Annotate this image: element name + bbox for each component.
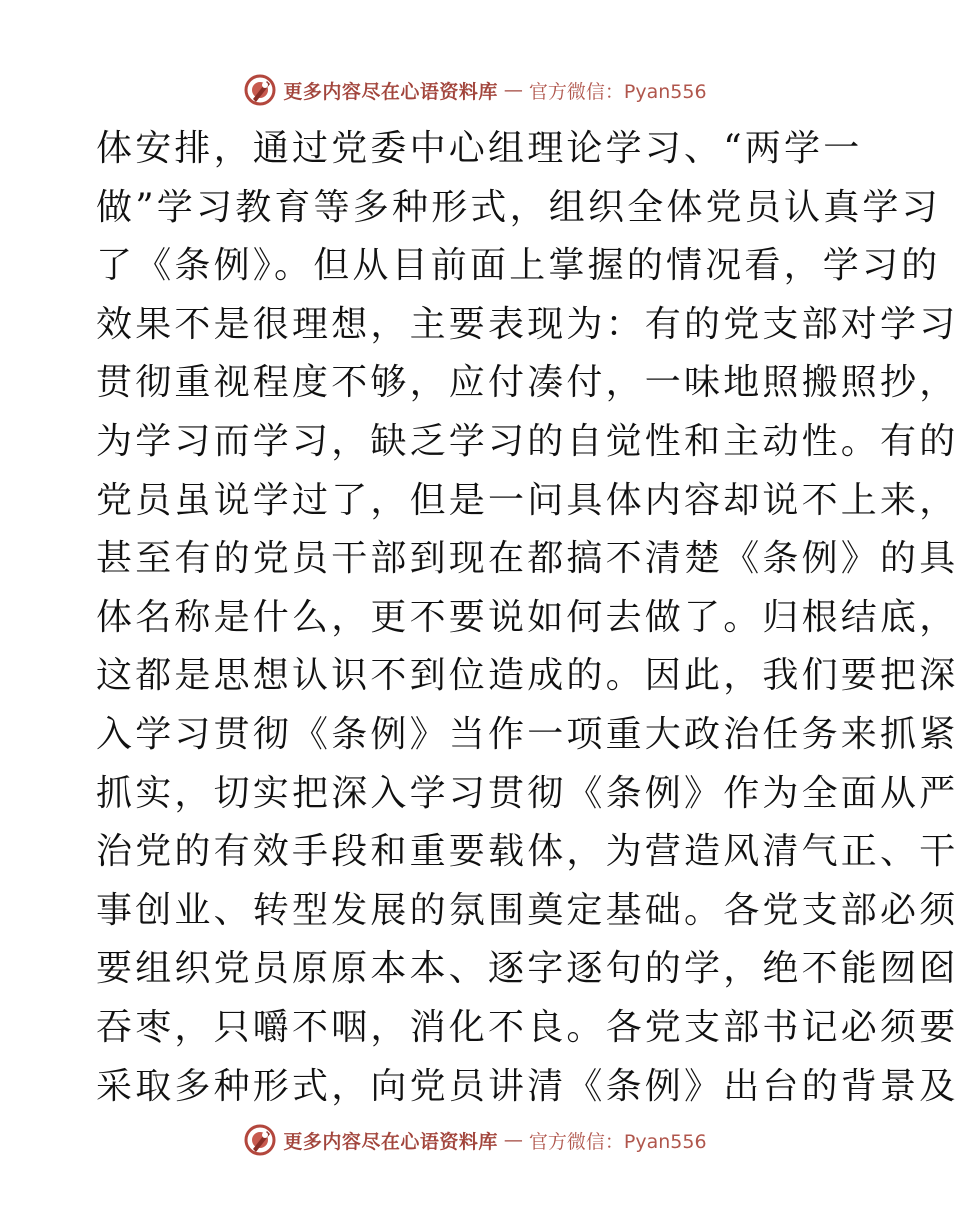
header-banner (0, 70, 950, 110)
body-line: 采取多种形式，向党员讲清《条例》出台的背景及 (96, 1065, 958, 1107)
body-line: 甚至有的党员干部到现在都搞不清楚《条例》的具 (96, 538, 958, 580)
header-separator: — (503, 79, 523, 101)
body-line: 贯彻重视程度不够，应付凑付，一味地照搬照抄， (96, 362, 958, 404)
header-slogan: 更多内容尽在心语资料库 (283, 80, 498, 103)
body-line: 体安排，通过党委中心组理论学习、“两学一 (96, 128, 863, 169)
logo-icon (243, 1123, 277, 1157)
body-line: 要组织党员原原本本、逐字逐句的学，绝不能囫囵 (96, 948, 958, 990)
body-line: 效果不是很理想，主要表现为：有的党支部对学习 (96, 303, 958, 345)
body-line: 吞枣，只嚼不咽，消化不良。各党支部书记必须要 (96, 1006, 958, 1048)
body-line: 体名称是什么，更不要说如何去做了。归根结底， (96, 596, 958, 638)
body-line: 党员虽说学过了，但是一问具体内容却说不上来， (96, 479, 958, 521)
footer-separator: — (503, 1129, 523, 1151)
header-wechat: 官方微信：Pyan556 (528, 80, 707, 103)
body-line: 事创业、转型发展的氛围奠定基础。各党支部必须 (96, 889, 958, 931)
body-line: 这都是思想认识不到位造成的。因此，我们要把深 (96, 655, 958, 697)
body-line: 治党的有效手段和重要载体，为营造风清气正、干 (96, 831, 958, 873)
footer-wechat: 官方微信：Pyan556 (528, 1130, 707, 1153)
body-line: 了《条例》。但从目前面上掌握的情况看，学习的 (96, 245, 941, 287)
body-line: 入学习贯彻《条例》当作一项重大政治任务来抓紧 (96, 713, 958, 755)
body-line: 做”学习教育等多种形式，组织全体党员认真学习 (96, 186, 941, 228)
footer-slogan: 更多内容尽在心语资料库 (283, 1130, 498, 1153)
document-body (96, 120, 958, 1116)
logo-icon (243, 73, 277, 107)
footer-banner (0, 1120, 950, 1160)
body-line: 抓实，切实把深入学习贯彻《条例》作为全面从严 (96, 772, 958, 814)
body-line: 为学习而学习，缺乏学习的自觉性和主动性。有的 (96, 420, 958, 462)
